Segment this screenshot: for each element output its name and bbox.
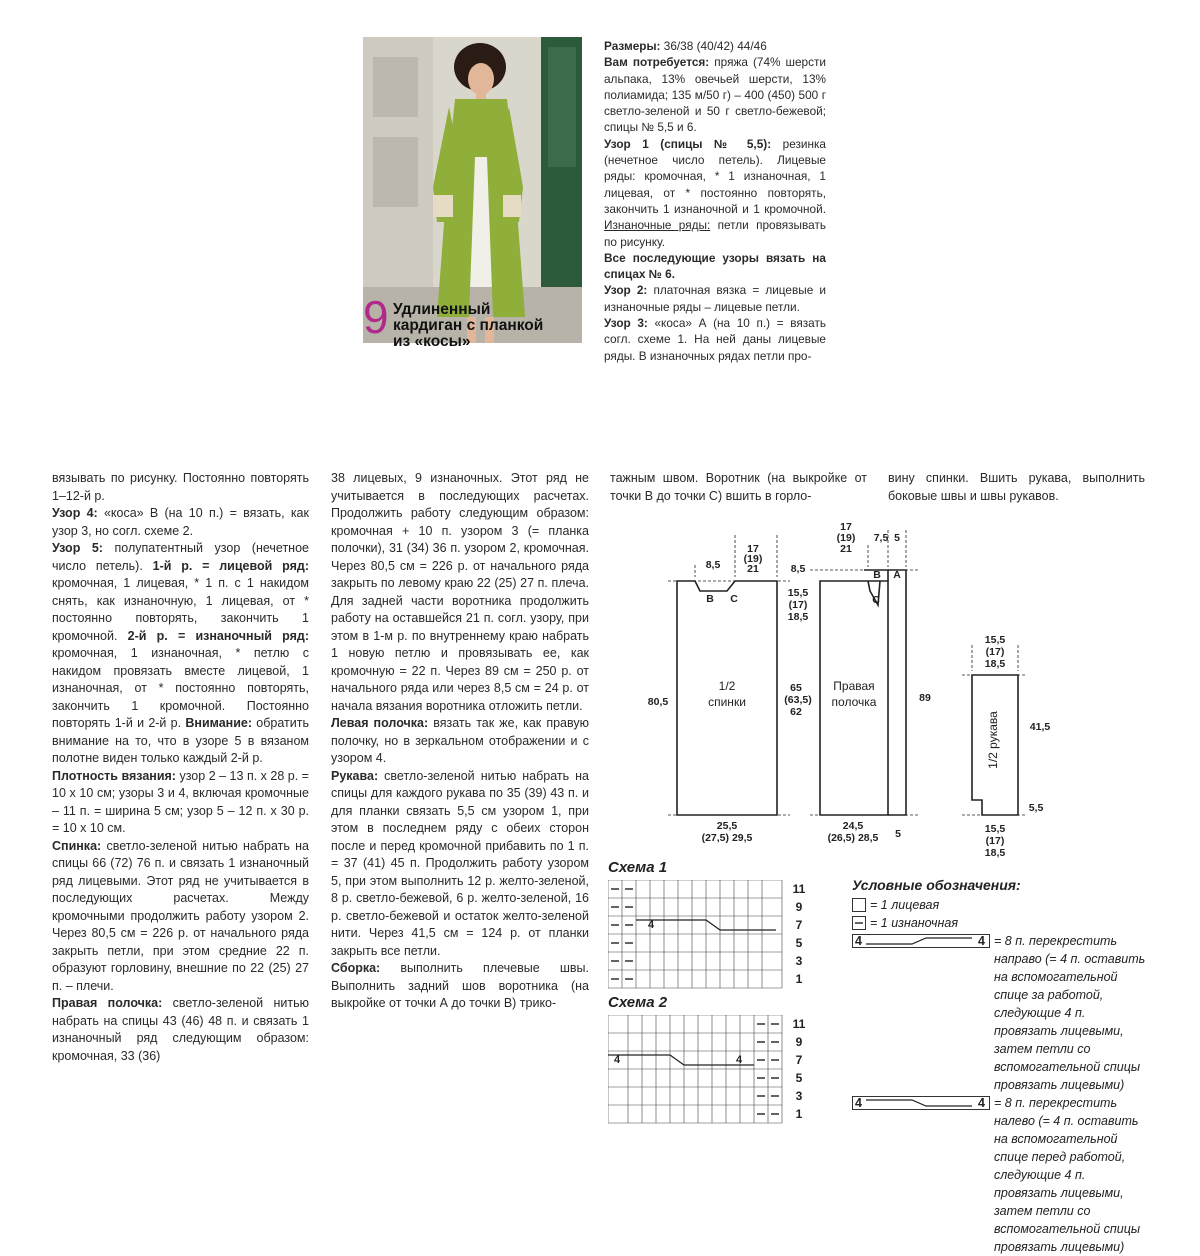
dim-18-5-sleeve: 18,5 bbox=[984, 658, 1006, 670]
back-label: Спинка: bbox=[52, 838, 102, 853]
legend-purl bbox=[852, 914, 1152, 932]
dim-25-5: 25,5 bbox=[716, 820, 738, 832]
pattern-5-text: полупатентный узор (нечетное число петель). bbox=[52, 541, 309, 573]
pattern-2-label: Узор 2: bbox=[604, 283, 648, 298]
pattern-5-label: Узор 5: bbox=[52, 541, 103, 555]
legend-cross-left bbox=[852, 1094, 1152, 1256]
dim-17b-back: (17) bbox=[788, 599, 808, 611]
sizes-label: Размеры: bbox=[604, 39, 661, 53]
pattern-1-text: резинка (нечетное число петель). Лицевые ряды: кромочная, * 1 изнаночная, 1 лицевая, от * постоянно повторять, закончить 1 изнаночной и 1 кромочной. bbox=[604, 136, 826, 216]
density-label: Плотность вязания: bbox=[52, 768, 176, 783]
sleeve-label: 1/2 рукава bbox=[986, 711, 1000, 769]
sleeves-text: светло-зеленой нитью набрать на спицы для каждого рукава по 35 (39) 43 п. и для планки связать 5,5 см узором 1, при этом в последнем ряду с обеих сторон после и перед кромочной прибавить по 1 п. = 37 (41) 45 п. Продолжить работу узором 5, при этом выполнить 12 р. желто-зеленой, 8 р. светло-бежевой, 6 р. желто-зеленой, 16 р. светло-бежевой и остаток желто-зеленой нити. Через 41,5 см = 124 р. от планки закрыть все петли. bbox=[331, 768, 589, 958]
col3-continuation: тажным швом. Воротник (на выкройке от точки В до точки С) вшить в горло- bbox=[610, 471, 867, 503]
point-c-back: C bbox=[730, 593, 738, 605]
assembly-label: Сборка: bbox=[331, 961, 381, 975]
point-a-front: A bbox=[893, 569, 901, 581]
schema-1-row-11: 11 bbox=[792, 882, 806, 896]
left-front-label: Левая полочка: bbox=[331, 716, 429, 730]
intro-column bbox=[604, 38, 826, 364]
front-band-outline bbox=[888, 570, 906, 815]
back-label-2: спинки bbox=[708, 695, 746, 709]
back-label-1: 1/2 bbox=[718, 679, 736, 693]
dim-5-bottom: 5 bbox=[895, 828, 901, 840]
dim-15-5-sleeve: 15,5 bbox=[984, 634, 1006, 646]
title-line-3: из «косы» bbox=[393, 333, 471, 350]
schema-2-row-11: 11 bbox=[792, 1017, 806, 1031]
schema-1-grid bbox=[608, 880, 813, 990]
cross-right-icon bbox=[852, 934, 990, 948]
legend-title: Условные обозначения: bbox=[852, 877, 1021, 893]
text-column-4 bbox=[888, 470, 1145, 505]
cross-left-icon bbox=[852, 1096, 990, 1110]
row-2-label: 2-й р. = изнаночный ряд: bbox=[127, 628, 309, 643]
point-b-front: B bbox=[873, 569, 881, 581]
right-front-label: Правая полочка: bbox=[52, 996, 163, 1010]
schema-1-row-1: 1 bbox=[795, 972, 803, 986]
attention-label: Внимание: bbox=[185, 716, 253, 730]
schema-1-row-5: 5 bbox=[795, 936, 803, 950]
sizes-value: 36/38 (40/42) 44/46 bbox=[663, 39, 767, 53]
knit-symbol-icon bbox=[852, 898, 866, 912]
row-2-text: кромочная, 1 изнаночная, * петлю с накидом провязать вместе лицевой, 1 изнаночная, от * постоянно повторять, закончить 1 кромочной. Постоянно повторять 1-й и 2-й р. bbox=[52, 646, 309, 730]
legend-knit-text: = 1 лицевая bbox=[870, 898, 940, 912]
dim-5-5: 5,5 bbox=[1028, 802, 1044, 814]
cross-left-num-left: 4 bbox=[855, 1096, 862, 1110]
dim-7-5: 7,5 bbox=[873, 532, 889, 544]
all-patterns-note: Все последующие узоры вязать на спицах № 6. bbox=[604, 250, 826, 282]
density-text: узор 2 – 13 п. х 28 р. = 10 х 10 см; узоры 3 и 4, включая кромочные – 11 п. = ширина 5 см; узор 5 – 12 п. х 30 р. = 10 х 10 см. bbox=[52, 768, 309, 835]
schema-2-row-5: 5 bbox=[795, 1071, 803, 1085]
pattern-schematic bbox=[600, 515, 1140, 860]
dim-17-sleeve: (17) bbox=[985, 646, 1005, 658]
left-front-text: вязать так же, как правую полочку, но в зеркальном отображении и с узором 4. bbox=[331, 716, 589, 765]
pattern-1-wrong-side-label: Изнаночные ряды: bbox=[604, 218, 711, 233]
schema-2-title: Схема 2 bbox=[608, 994, 668, 1011]
cross-right-num-right: 4 bbox=[978, 934, 985, 948]
schema-2-row-1: 1 bbox=[795, 1107, 803, 1121]
dim-18-5-cuff: 18,5 bbox=[984, 847, 1006, 859]
row-1-label: 1-й р. = лицевой ряд: bbox=[152, 558, 309, 573]
schema-1-row-3: 3 bbox=[795, 954, 803, 968]
legend-cross-right-text: = 8 п. перекрестить направо (= 4 п. оставить на вспомогательной спице за работой, следующие 4 п. провязать лицевыми, затем петли со вспомогательной спицы провязать лицевыми) bbox=[994, 934, 1146, 1092]
dim-18-5-back: 18,5 bbox=[787, 611, 809, 623]
point-b-back: B bbox=[706, 593, 714, 605]
schema-2-row-7: 7 bbox=[795, 1053, 803, 1067]
assembly-text: выполнить плечевые швы. Выполнить задний шов воротника (на выкройке от точки А до точки В) трико- bbox=[331, 961, 589, 1010]
cross-right-symbol bbox=[852, 934, 990, 948]
dim-27-5: (27,5) 29,5 bbox=[701, 832, 753, 844]
dim-19-front: (19) bbox=[836, 532, 856, 544]
col2-continuation: 38 лицевых, 9 изнаночных. Этот ряд не учитывается в последующих расчетах. Продолжить работу следующим образом: кромочная + 10 п. узором 3 (= планка полочки), 31 (34) 36 п. узором 2, кромочная. Через 80,5 см = 226 р. от начального ряда закрыть по левому краю 22 (25) 27 п. плеча. Для задней части воротника продолжить работу на оставшейся 21 п. согл. узору, при этом в 1-м р. по внутреннему краю набрать 1 новую петлю и провязывать ее, как кромочную = 22 п. Через 89 см = 250 р. от начального ряда или через 8,5 см = 24 р. от начала вязания воротника отложить петли. bbox=[331, 471, 589, 713]
cross-right-num-left: 4 bbox=[855, 934, 862, 948]
schema-1-title: Схема 1 bbox=[608, 859, 668, 876]
schema-2-cross-label-right: 4 bbox=[736, 1054, 743, 1066]
right-front-text: светло-зеленой нитью набрать на спицы 43 (46) 48 п. и связать 1 изнаночный ряд следующим образом: кромочная, 33 (36) bbox=[52, 996, 309, 1063]
schema-2-row-3: 3 bbox=[795, 1089, 803, 1103]
dim-24-5: 24,5 bbox=[842, 820, 864, 832]
dim-8-5-neck: 8,5 bbox=[790, 563, 806, 575]
back-text: светло-зеленой нитью набрать на спицы 66 (72) 76 п. и связать 1 изнаночный ряд лицевыми. Этот ряд не учитывается в последующих расчетах. Между кромочными продолжить работу узором 2. Через 80,5 см = 226 р. от начального ряда закрыть петли, при этом средние 22 п. образуют горловину, внешние по 22 (25) 27 п. – плечи. bbox=[52, 838, 309, 993]
schema-1-cross-label: 4 bbox=[648, 919, 655, 931]
project-title bbox=[393, 302, 583, 350]
model-photo bbox=[363, 37, 582, 343]
materials-text: пряжа (74% шерсти альпака, 13% овечьей шерсти, 13% полиамида; 135 м/50 г) – 400 (450) 500 г светло-зеленой и 50 г светло-бежевой; спицы № 5,5 и 6. bbox=[604, 55, 827, 135]
dim-63-5: (63,5) bbox=[784, 694, 812, 706]
dim-21-back: 21 bbox=[747, 563, 759, 575]
cross-left-symbol bbox=[852, 1096, 990, 1110]
schema-1-row-7: 7 bbox=[795, 918, 803, 932]
front-label-2: полочка bbox=[831, 695, 877, 709]
text-column-1 bbox=[52, 470, 309, 1065]
project-number: 9 bbox=[363, 291, 389, 343]
sleeves-label: Рукава: bbox=[331, 768, 379, 783]
legend bbox=[852, 876, 1152, 1256]
schema-2-cross-label-left: 4 bbox=[614, 1054, 621, 1066]
pattern-3-label: Узор 3: bbox=[604, 316, 648, 331]
pattern-4-label: Узор 4: bbox=[52, 506, 98, 520]
attention-text: обратить внимание на то, что в узоре 5 в вязаном полотне виден только каждый 2-й р. bbox=[52, 716, 309, 765]
schema-2-row-9: 9 bbox=[795, 1035, 803, 1049]
dim-8-5-back: 8,5 bbox=[705, 559, 721, 571]
cross-left-num-right: 4 bbox=[978, 1096, 985, 1110]
schema-2-grid bbox=[608, 1015, 813, 1125]
title-line-1: Удлиненный bbox=[393, 301, 491, 318]
dim-17-front: 17 bbox=[840, 521, 852, 533]
legend-purl-text: = 1 изнаночная bbox=[870, 916, 959, 930]
pattern-2-text: платочная вязка = лицевые и изнаночные ряды – лицевые петли. bbox=[604, 283, 826, 314]
dim-19-back: (19) bbox=[743, 553, 763, 565]
pattern-4-text: «коса» В (на 10 п.) = вязать, как узор 3, но согл. схеме 2. bbox=[52, 506, 309, 538]
legend-cross-left-text: = 8 п. перекрестить налево (= 4 п. оставить на вспомогательной спице перед работой, следующие 4 п. провязать лицевыми, затем петли со вспомогательной спицы провязать лицевыми) bbox=[994, 1096, 1141, 1254]
dim-17-cuff: (17) bbox=[985, 835, 1005, 847]
col4-continuation: вину спинки. Вшить рукава, выполнить боковые швы и швы рукавов. bbox=[888, 471, 1145, 503]
dim-41-5: 41,5 bbox=[1029, 721, 1051, 733]
col1-continuation: вязывать по рисунку. Постоянно повторять 1–12-й р. bbox=[52, 471, 309, 503]
dim-5-band: 5 bbox=[894, 532, 900, 544]
dim-80-5: 80,5 bbox=[647, 696, 669, 708]
legend-cross-right bbox=[852, 932, 1152, 1094]
pattern-3-text: «коса» А (на 10 п.) = вязать согл. схеме 1. На ней даны лицевые ряды. В изнаночных рядах петли про- bbox=[604, 316, 826, 363]
text-column-3 bbox=[610, 470, 867, 505]
dim-21-front: 21 bbox=[840, 543, 852, 555]
dim-15-5-back: 15,5 bbox=[787, 587, 809, 599]
dim-89: 89 bbox=[919, 692, 931, 704]
dim-62: 62 bbox=[790, 706, 802, 718]
front-label-1: Правая bbox=[833, 679, 875, 693]
point-c-front: C bbox=[872, 594, 880, 606]
legend-knit bbox=[852, 896, 1152, 914]
dim-65: 65 bbox=[790, 682, 802, 694]
pattern-1-label: Узор 1 (спицы № 5,5): bbox=[604, 136, 772, 151]
title-line-2: кардиган с планкой bbox=[393, 317, 544, 334]
row-1-text: кромочная, 1 лицевая, * 1 п. с 1 накидом снять, как изнаночную, 1 лицевая, от * постоянно повторять, закончить 1 кромочной. bbox=[52, 576, 309, 643]
purl-symbol-icon bbox=[852, 916, 866, 930]
pattern-1-tail: петли провязывать по рисунку. bbox=[604, 218, 826, 249]
text-column-2 bbox=[331, 470, 589, 1013]
dim-15-5-cuff: 15,5 bbox=[984, 823, 1006, 835]
dim-26-5: (26,5) 28,5 bbox=[827, 832, 879, 844]
schema-1-row-9: 9 bbox=[795, 900, 803, 914]
dim-17-back: 17 bbox=[747, 543, 759, 555]
cardigan-photo-illustration bbox=[363, 37, 582, 343]
materials-label: Вам потребуется: bbox=[604, 55, 710, 70]
